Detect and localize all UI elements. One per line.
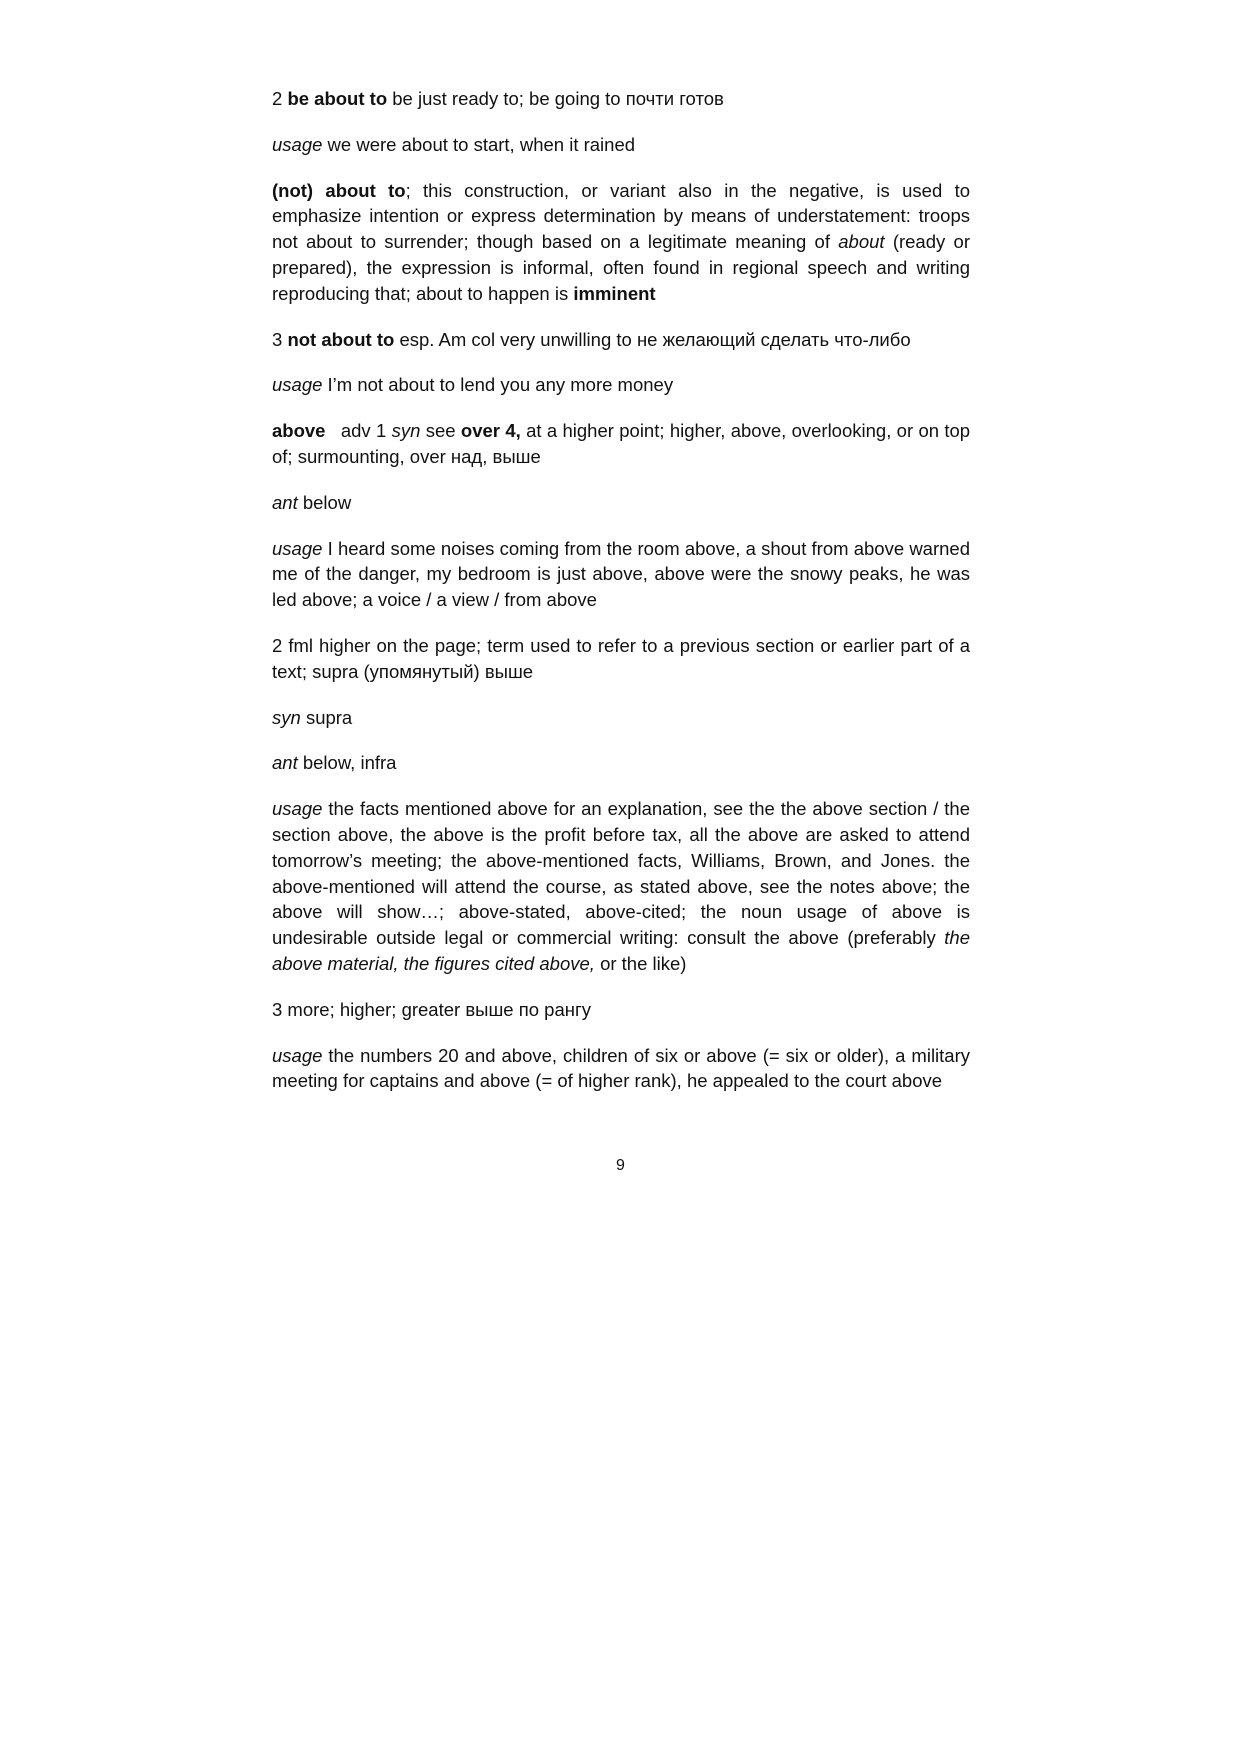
- phrase-headword: (not) about to: [272, 179, 406, 201]
- antonym-label: ant: [272, 752, 298, 774]
- usage-example-1: [272, 132, 970, 158]
- usage-text: I heard some noises coming from the room above, a shout from above warned me of the danger, my bedroom is just above, above were the snowy peaks, he was led above; a voice / a view / from above: [272, 537, 970, 611]
- see-text: see: [425, 420, 456, 442]
- italic-term: about: [838, 231, 885, 253]
- note-text: ; this construction, or variant also in the negative, is used to emphasize intention or express determination by means of understatement: troops not about to surrender; though based on a legitimate meaning of: [272, 179, 970, 253]
- usage-example-5: [272, 1043, 970, 1095]
- usage-text-tail: or the like): [600, 952, 687, 974]
- usage-label: usage: [272, 537, 323, 559]
- usage-text: the numbers 20 and above, children of six or above (= six or older), a military meeting for captains and above (= of higher rank), he appealed to the court above: [272, 1044, 971, 1092]
- synonym-text: supra: [305, 706, 353, 728]
- entry-above-sense-1: [272, 418, 970, 470]
- antonym-text: below: [302, 491, 352, 513]
- definition-text: at a higher point; higher, above, overlooking, or on top of; surmounting, over над, выше: [272, 420, 971, 467]
- usage-label: usage: [272, 798, 323, 820]
- antonym-line-2: [272, 750, 970, 776]
- headword: above: [272, 420, 326, 442]
- synonym-label: syn: [391, 420, 421, 442]
- entry-about-sense-2: [272, 86, 970, 112]
- note-text-continued: (ready or prepared), the expression is informal, often found in regional speech and writing reproducing that; about to happen is: [272, 231, 970, 304]
- usage-label: usage: [272, 1044, 323, 1066]
- usage-example-3: [272, 536, 970, 613]
- definition-text: 2 fml higher on the page; term used to refer to a previous section or earlier part of a text; supra (упомянутый) выше: [272, 634, 970, 682]
- part-of-speech: adv 1: [340, 420, 387, 442]
- definition-text: be just ready to; be going to почти готов: [392, 88, 724, 109]
- sense-number: 3: [272, 328, 283, 350]
- sense-number: 2: [272, 88, 283, 109]
- usage-label: usage: [272, 133, 323, 155]
- usage-example-2: [272, 372, 970, 398]
- definition-text: esp. Am col very unwilling to не желающий сделать что-либо: [399, 328, 911, 350]
- definition-text: 3 more; higher; greater выше по рангу: [272, 998, 591, 1020]
- entry-above-sense-3: [272, 997, 970, 1023]
- cross-reference: over 4,: [460, 420, 521, 442]
- synonym-line: [272, 705, 970, 731]
- usage-text: the facts mentioned above for an explanation, see the the above section / the section above, the above is the profit before tax, all the above are asked to attend tomorrow’s meeting; the above-mentioned facts, Williams, Brown, and Jones. the above-mentioned will attend the course, as stated above, see the notes above; the above will show…; above-stated, above-cited; the noun usage of above is undesirable outside legal or commercial writing: consult the above (preferably: [272, 798, 971, 949]
- usage-text: we were about to start, when it rained: [327, 133, 636, 155]
- cross-reference: imminent: [573, 282, 656, 304]
- page-number: 9: [616, 1157, 625, 1174]
- synonym-label: syn: [272, 706, 301, 728]
- antonym-text: below, infra: [302, 752, 397, 774]
- usage-note-not-about-to: [272, 178, 970, 307]
- usage-text: I’m not about to lend you any more money: [327, 374, 674, 396]
- antonym-label: ant: [272, 491, 298, 513]
- entry-above-sense-2: [272, 633, 970, 685]
- dictionary-page-body: [272, 86, 970, 1114]
- usage-label: usage: [272, 374, 323, 396]
- italic-phrase: the above material, the figures cited above,: [272, 927, 971, 974]
- usage-example-4: [272, 796, 970, 977]
- antonym-line-1: [272, 490, 970, 516]
- entry-about-sense-3: [272, 327, 970, 353]
- phrase-headword: be about to: [287, 88, 388, 109]
- phrase-headword: not about to: [287, 328, 395, 350]
